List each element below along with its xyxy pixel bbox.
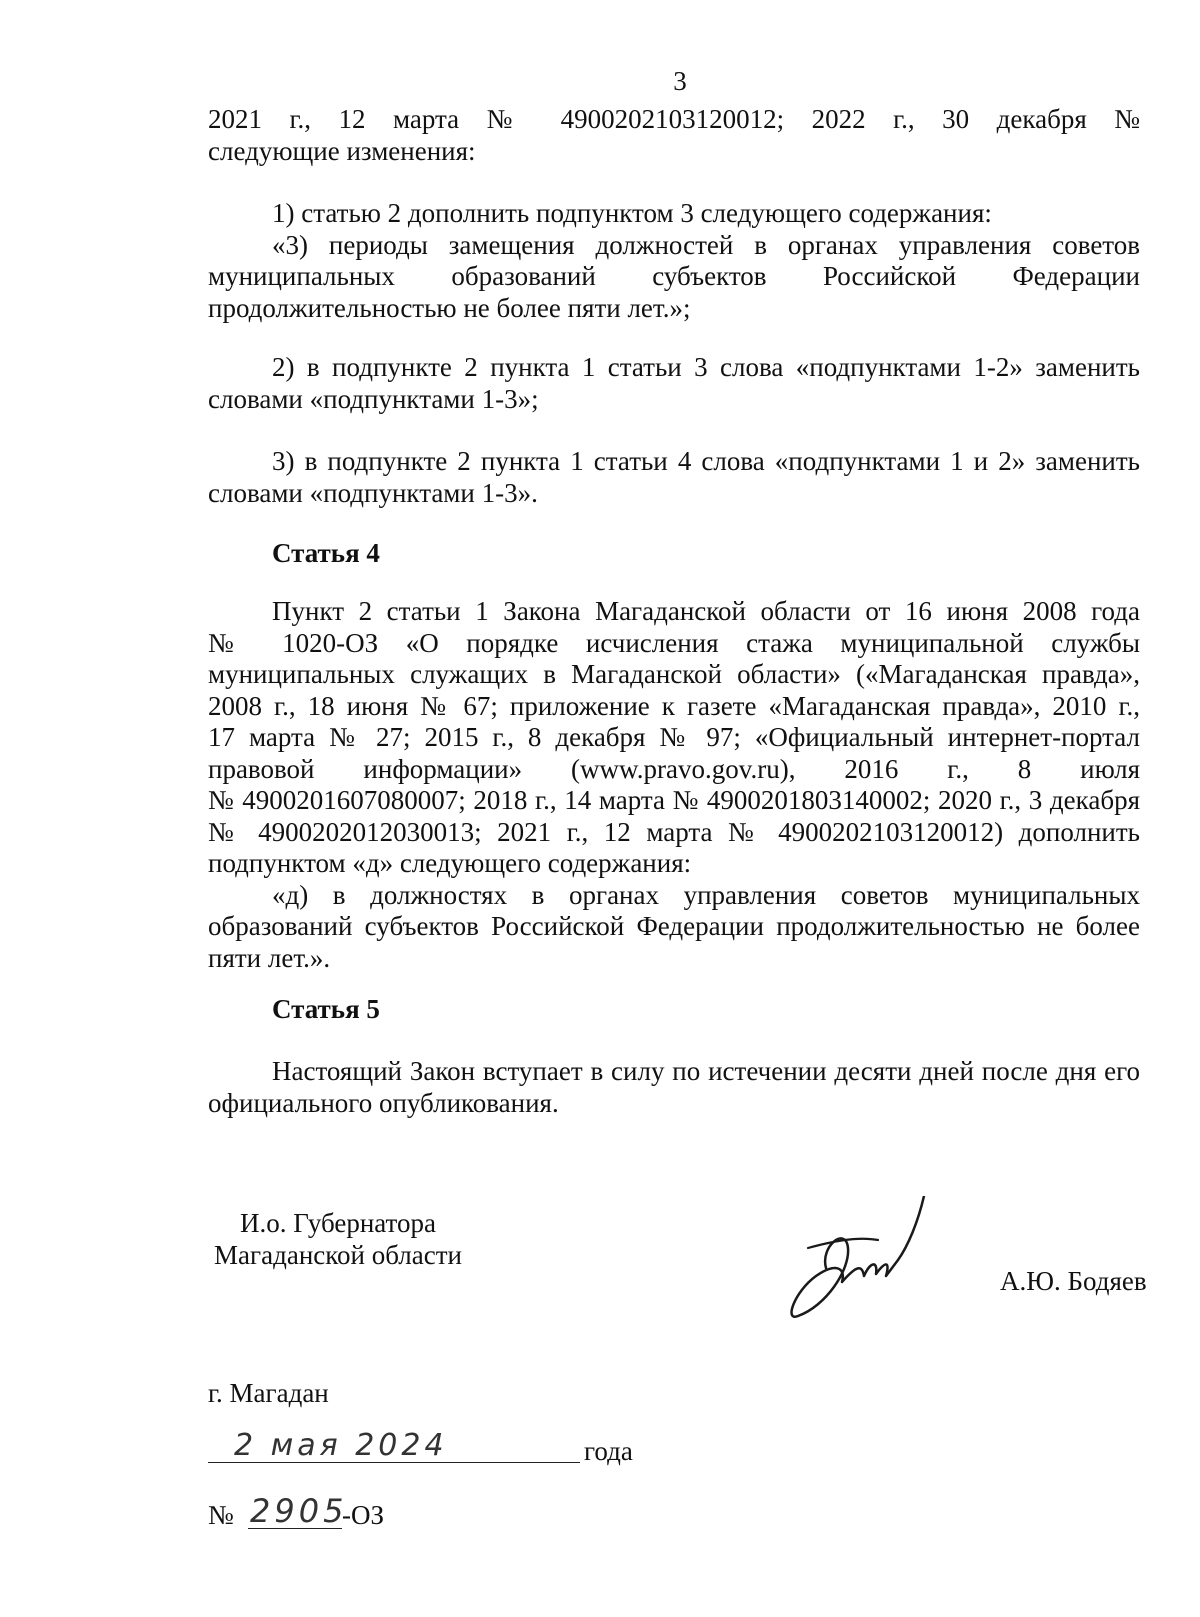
text-line: 2008 г., 18 июня № 67; приложение к газете «Магаданская правда», 2010 г., [208, 690, 1140, 721]
article-5-body [208, 1056, 1140, 1119]
intro-paragraph [208, 104, 1140, 167]
amendment-3 [208, 446, 1140, 509]
amendment-1 [208, 198, 1140, 324]
text-line: № 4900202012030013; 2021 г., 12 марта № 4900202103120012) дополнить [208, 816, 1140, 847]
article-4-body [208, 596, 1140, 974]
number-suffix: -ОЗ [342, 1500, 385, 1530]
text-line: № 4900201607080007; 2018 г., 14 марта № 4900201803140002; 2020 г., 3 декабря [208, 785, 1140, 815]
number-sign: № [208, 1500, 234, 1530]
text-line: правовой информации» (www.pravo.gov.ru), 2016 г., 8 июля [208, 753, 1140, 784]
signatory-title-line-1: И.о. Губернатора [239, 1208, 436, 1238]
place-of-signing: г. Магадан [208, 1378, 329, 1408]
text-line: словами «подпунктами 1-3»; [208, 383, 539, 414]
text-line: 17 марта № 27; 2015 г., 8 декабря № 97; «Официальный интернет-портал [208, 722, 1140, 752]
article-5-heading: Статья 5 [272, 994, 380, 1024]
text-line: 3) в подпункте 2 пункта 1 статьи 4 слова «подпунктами 1 и 2» заменить [272, 446, 1140, 476]
text-line: 1) статью 2 дополнить подпунктом 3 следующего содержания: [272, 198, 992, 228]
date-row [208, 1430, 708, 1470]
text-line: Пункт 2 статьи 1 Закона Магаданской области от 16 июня 2008 года [272, 596, 1140, 626]
text-line: 2) в подпункте 2 пункта 1 статьи 3 слова «подпунктами 1-2» заменить [272, 352, 1140, 382]
text-line: Настоящий Закон вступает в силу по истечении десяти дней после дня его [272, 1056, 1140, 1086]
date-underline [208, 1462, 580, 1463]
number-underline [248, 1528, 342, 1529]
handwritten-date: 2 мая 2024 [234, 1428, 448, 1463]
text-line: № 1020-ОЗ «О порядке исчисления стажа муниципальной службы [208, 627, 1140, 658]
date-suffix: года [584, 1436, 633, 1466]
handwritten-law-number: 2905 [250, 1492, 348, 1530]
handwritten-signature [786, 1196, 946, 1336]
text-line: подпунктом «д» следующего содержания: [208, 848, 692, 878]
text-line: муниципальных образований субъектов Российской Федерации [208, 261, 1140, 291]
text-line: официального опубликования. [208, 1087, 559, 1118]
law-number-row [208, 1492, 608, 1536]
amendment-2 [208, 352, 1140, 415]
page-number: 3 [673, 66, 687, 96]
text-line: «3) периоды замещения должностей в органах управления советов [272, 229, 1140, 260]
article-4-heading: Статья 4 [272, 538, 380, 568]
signatory-title [208, 1208, 468, 1271]
text-line: муниципальных служащих в Магаданской области» («Магаданская правда», [208, 659, 1140, 689]
text-line: «д) в должностях в органах управления советов муниципальных [272, 879, 1140, 910]
text-line: 2021 г., 12 марта № 4900202103120012; 2022 г., 30 декабря № [208, 104, 1140, 134]
text-line: продолжительностью не более пяти лет.»; [208, 292, 691, 323]
signatory-name: А.Ю. Бодяев [1000, 1266, 1147, 1296]
text-line: следующие изменения: [208, 135, 476, 166]
signatory-title-line-2: Магаданской области [214, 1239, 462, 1270]
text-line: образований субъектов Российской Федерации продолжительностью не более [208, 911, 1140, 941]
text-line: пяти лет.». [208, 942, 331, 973]
text-line: словами «подпунктами 1-3». [208, 477, 538, 508]
